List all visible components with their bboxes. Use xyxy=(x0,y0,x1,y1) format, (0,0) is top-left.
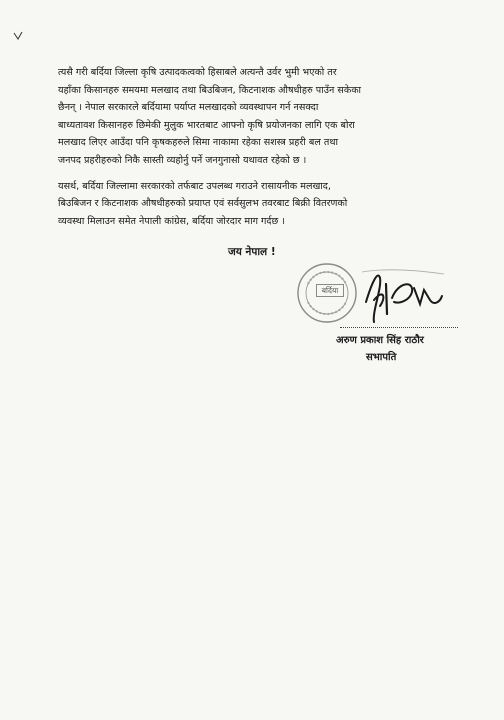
paragraph-line: बाध्यतावश किसानहरु छिमेकी मुलुक भारतबाट आफ्नो कृषि प्रयोजनका लागि एक बोरा xyxy=(58,119,355,131)
signatory-title: सभापति xyxy=(366,352,397,363)
paragraph-line: मलखाद लिएर आउँदा पनि कृषकहरुले सिमा नाकामा रहेका सशस्त्र प्रहरी बल तथा xyxy=(58,137,338,149)
paragraph-1 xyxy=(58,64,468,170)
paragraph-line: बिउबिजन र किटनाशक औषधीहरुको प्रयाप्त एवं सर्वसुलभ तवरबाट बिक्री वितरणको xyxy=(58,198,348,210)
paragraph-line: छैनन् । नेपाल सरकारले बर्दियामा पर्याप्त मलखादको व्यवस्थापन गर्न नसक्दा xyxy=(58,102,319,114)
paragraph-line: यहाँका किसानहरु समयमा मलखाद तथा बिउबिजन, किटनाशक औषधीहरु पाउँन सकेका xyxy=(58,84,362,96)
paragraph-line: यसर्थ, बर्दिया जिल्लामा सरकारको तर्फबाट उपलब्ध गराउने रासायनीक मलखाद, xyxy=(58,180,331,192)
paragraph-line: जनपद प्रहरीहरुको निकै सास्ती व्यहोर्नु पर्ने जनगुनासो यथावत रहेको छ । xyxy=(58,154,307,166)
paragraph-line: त्यसै गरी बर्दिया जिल्ला कृषि उत्पादकत्वको हिसाबले अत्यन्तै उर्वर भुमी भएको तर xyxy=(58,67,337,78)
paragraph-line: व्यवस्था मिलाउन समेत नेपाली कांग्रेस, बर्दिया जोरदार माग गर्दछ । xyxy=(58,215,285,227)
letter-body xyxy=(58,64,468,230)
paragraph-2 xyxy=(58,178,468,231)
stamp-center-text: बर्दिया xyxy=(316,284,344,297)
signatory-name: अरुण प्रकाश सिंह राठौर xyxy=(336,335,424,346)
corner-mark xyxy=(12,30,24,42)
handwritten-signature xyxy=(356,262,448,328)
closing-salutation: जय नेपाल ! xyxy=(228,246,276,258)
signature-line xyxy=(340,327,458,328)
